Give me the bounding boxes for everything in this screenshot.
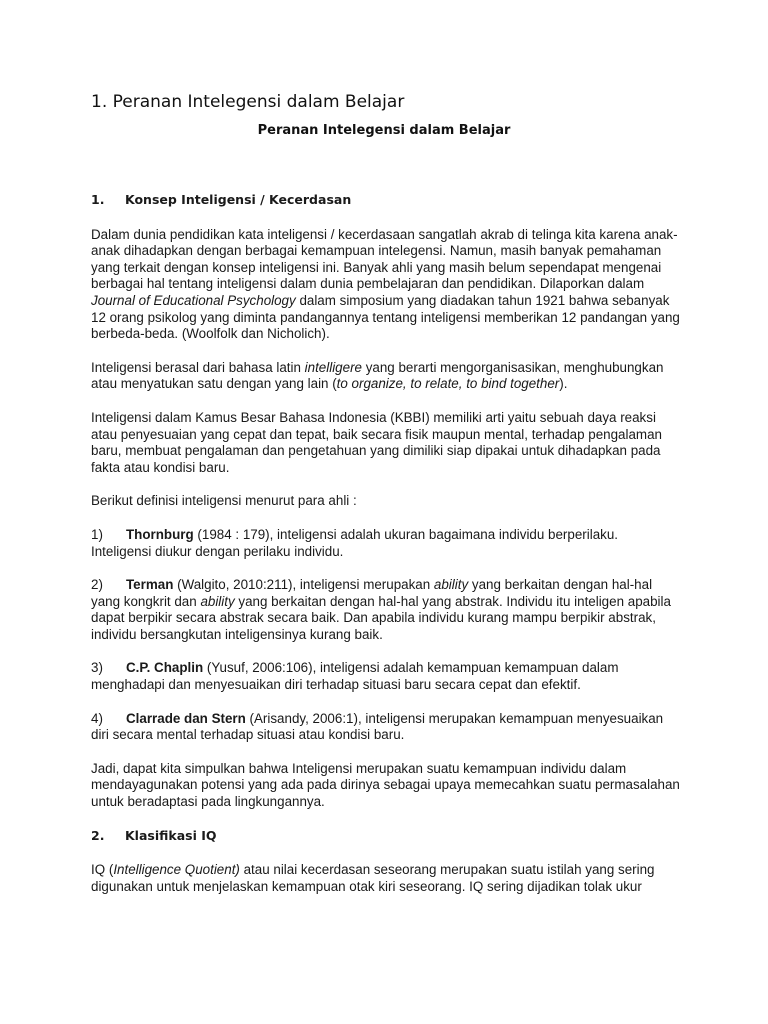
list-number: 1) — [91, 526, 103, 542]
paragraph-text: yang berarti mengorganisasikan, menghubungkan atau menyatukan satu dengan yang lain ( — [91, 359, 664, 392]
expert-name: C.P. Chaplin — [126, 660, 204, 676]
expert-definition-2 — [91, 577, 681, 643]
definition-text: (Yusuf, 2006:106), inteligensi adalah kemampuan kemampuan dalam menghadapi dan menyesuaikan diri terhadap situasi baru secara cepat dan efektif. — [91, 660, 619, 693]
paragraph-konsep — [91, 227, 681, 343]
document-subtitle: Peranan Intelegensi dalam Belajar — [257, 123, 511, 138]
paragraph-etymology — [91, 360, 681, 393]
section-2-number: 2. — [91, 827, 105, 843]
paragraph-iq — [91, 862, 681, 895]
paragraph-definitions-intro: Berikut definisi inteligensi menurut para ahli : — [91, 493, 357, 509]
section-1-title: Konsep Inteligensi / Kecerdasan — [125, 192, 352, 207]
expert-name: Terman — [126, 577, 174, 593]
ability-term: ability — [433, 577, 469, 593]
paragraph-text: dalam simposium yang diadakan tahun 1921 bahwa sebanyak 12 orang psikolog yang diminta pandangannya tentang inteligensi memberikan 12 pandangan yang berbeda-beda. (Woolfolk dan Nicholich). — [91, 292, 680, 342]
section-1-heading — [91, 192, 681, 209]
paragraph-kbbi: Inteligensi dalam Kamus Besar Bahasa Indonesia (KBBI) memiliki arti yaitu sebuah daya reaksi atau penyesuaian yang cepat dan tepat, baik secara fisik maupun mental, terhadap pengalaman baru, membuat pengalaman dan pengetahuan yang dimiliki siap dipakai untuk dihadapkan pada fakta atau kondisi baru. — [91, 409, 662, 475]
paragraph-text: Dalam dunia pendidikan kata inteligensi / kecerdasaan sangatlah akrab di telinga kita karena anak-anak dihadapkan dengan berbagai kemampuan intelegensi. Namun, masih banyak pemahaman yang terkait dengan konsep inteligensi ini. Banyak ahli yang masih belum sependapat mengenai berbagai hal tentang inteligensi dalam dunia pembelajaran dan pendidikan. Dilaporkan dalam — [91, 226, 678, 292]
paragraph-text: ). — [559, 376, 568, 392]
expert-name: Thornburg — [126, 526, 194, 542]
paragraph-text: atau nilai kecerdasan seseorang merupakan suatu istilah yang sering digunakan untuk menjelaskan kemampuan otak kiri seseorang. IQ sering dijadikan tolak ukur — [91, 862, 655, 894]
expert-definition-3 — [91, 660, 681, 693]
definition-text: yang berkaitan dengan hal-hal yang abstrak. Individu itu inteligen apabila dapat berpikir secara abstrak secara baik. Dan apabila individu kurang mampu berpikir abstrak, individu bersangkutan inteligensinya kurang baik. — [91, 593, 671, 642]
expert-definition-1 — [91, 527, 681, 560]
definition-text: (Arisandy, 2006:1), inteligensi merupakan kemampuan menyesuaikan diri secara mental terhadap situasi atau kondisi baru. — [91, 710, 664, 743]
document-title: 1. Peranan Intelegensi dalam Belajar — [91, 92, 405, 112]
list-number: 4) — [91, 710, 103, 726]
list-number: 3) — [91, 660, 103, 676]
list-number: 2) — [91, 577, 103, 593]
journal-name: Journal of Educational Psychology — [91, 292, 296, 308]
expert-definition-4 — [91, 711, 681, 744]
paragraph-text: IQ ( — [91, 862, 114, 878]
latin-term: intelligere — [304, 359, 362, 375]
paragraph-text: Inteligensi berasal dari bahasa latin — [91, 359, 305, 375]
iq-term: Intelligence Quotient) — [113, 862, 240, 878]
definition-text: (Walgito, 2010:211), inteligensi merupakan — [173, 577, 434, 593]
section-2-heading — [91, 828, 681, 845]
expert-name: Clarrade dan Stern — [126, 710, 246, 726]
paragraph-conclusion: Jadi, dapat kita simpulkan bahwa Inteligensi merupakan suatu kemampuan individu dalam mendayagunakan potensi yang ada pada dirinya sebagai upaya memecahkan suatu permasalahan untuk beradaptasi pada lingkungannya. — [91, 760, 680, 810]
section-2-title: Klasifikasi IQ — [125, 827, 217, 843]
ability-term: ability — [200, 593, 235, 609]
english-translation: to organize, to relate, to bind together — [336, 376, 560, 392]
definition-text: (1984 : 179), inteligensi adalah ukuran bagaimana individu berperilaku. Inteligensi diukur dengan perilaku individu. — [91, 526, 619, 559]
section-1-number: 1. — [91, 192, 105, 207]
definition-text: yang berkaitan dengan hal-hal yang kongkrit dan — [91, 577, 653, 609]
document-body — [91, 192, 681, 912]
